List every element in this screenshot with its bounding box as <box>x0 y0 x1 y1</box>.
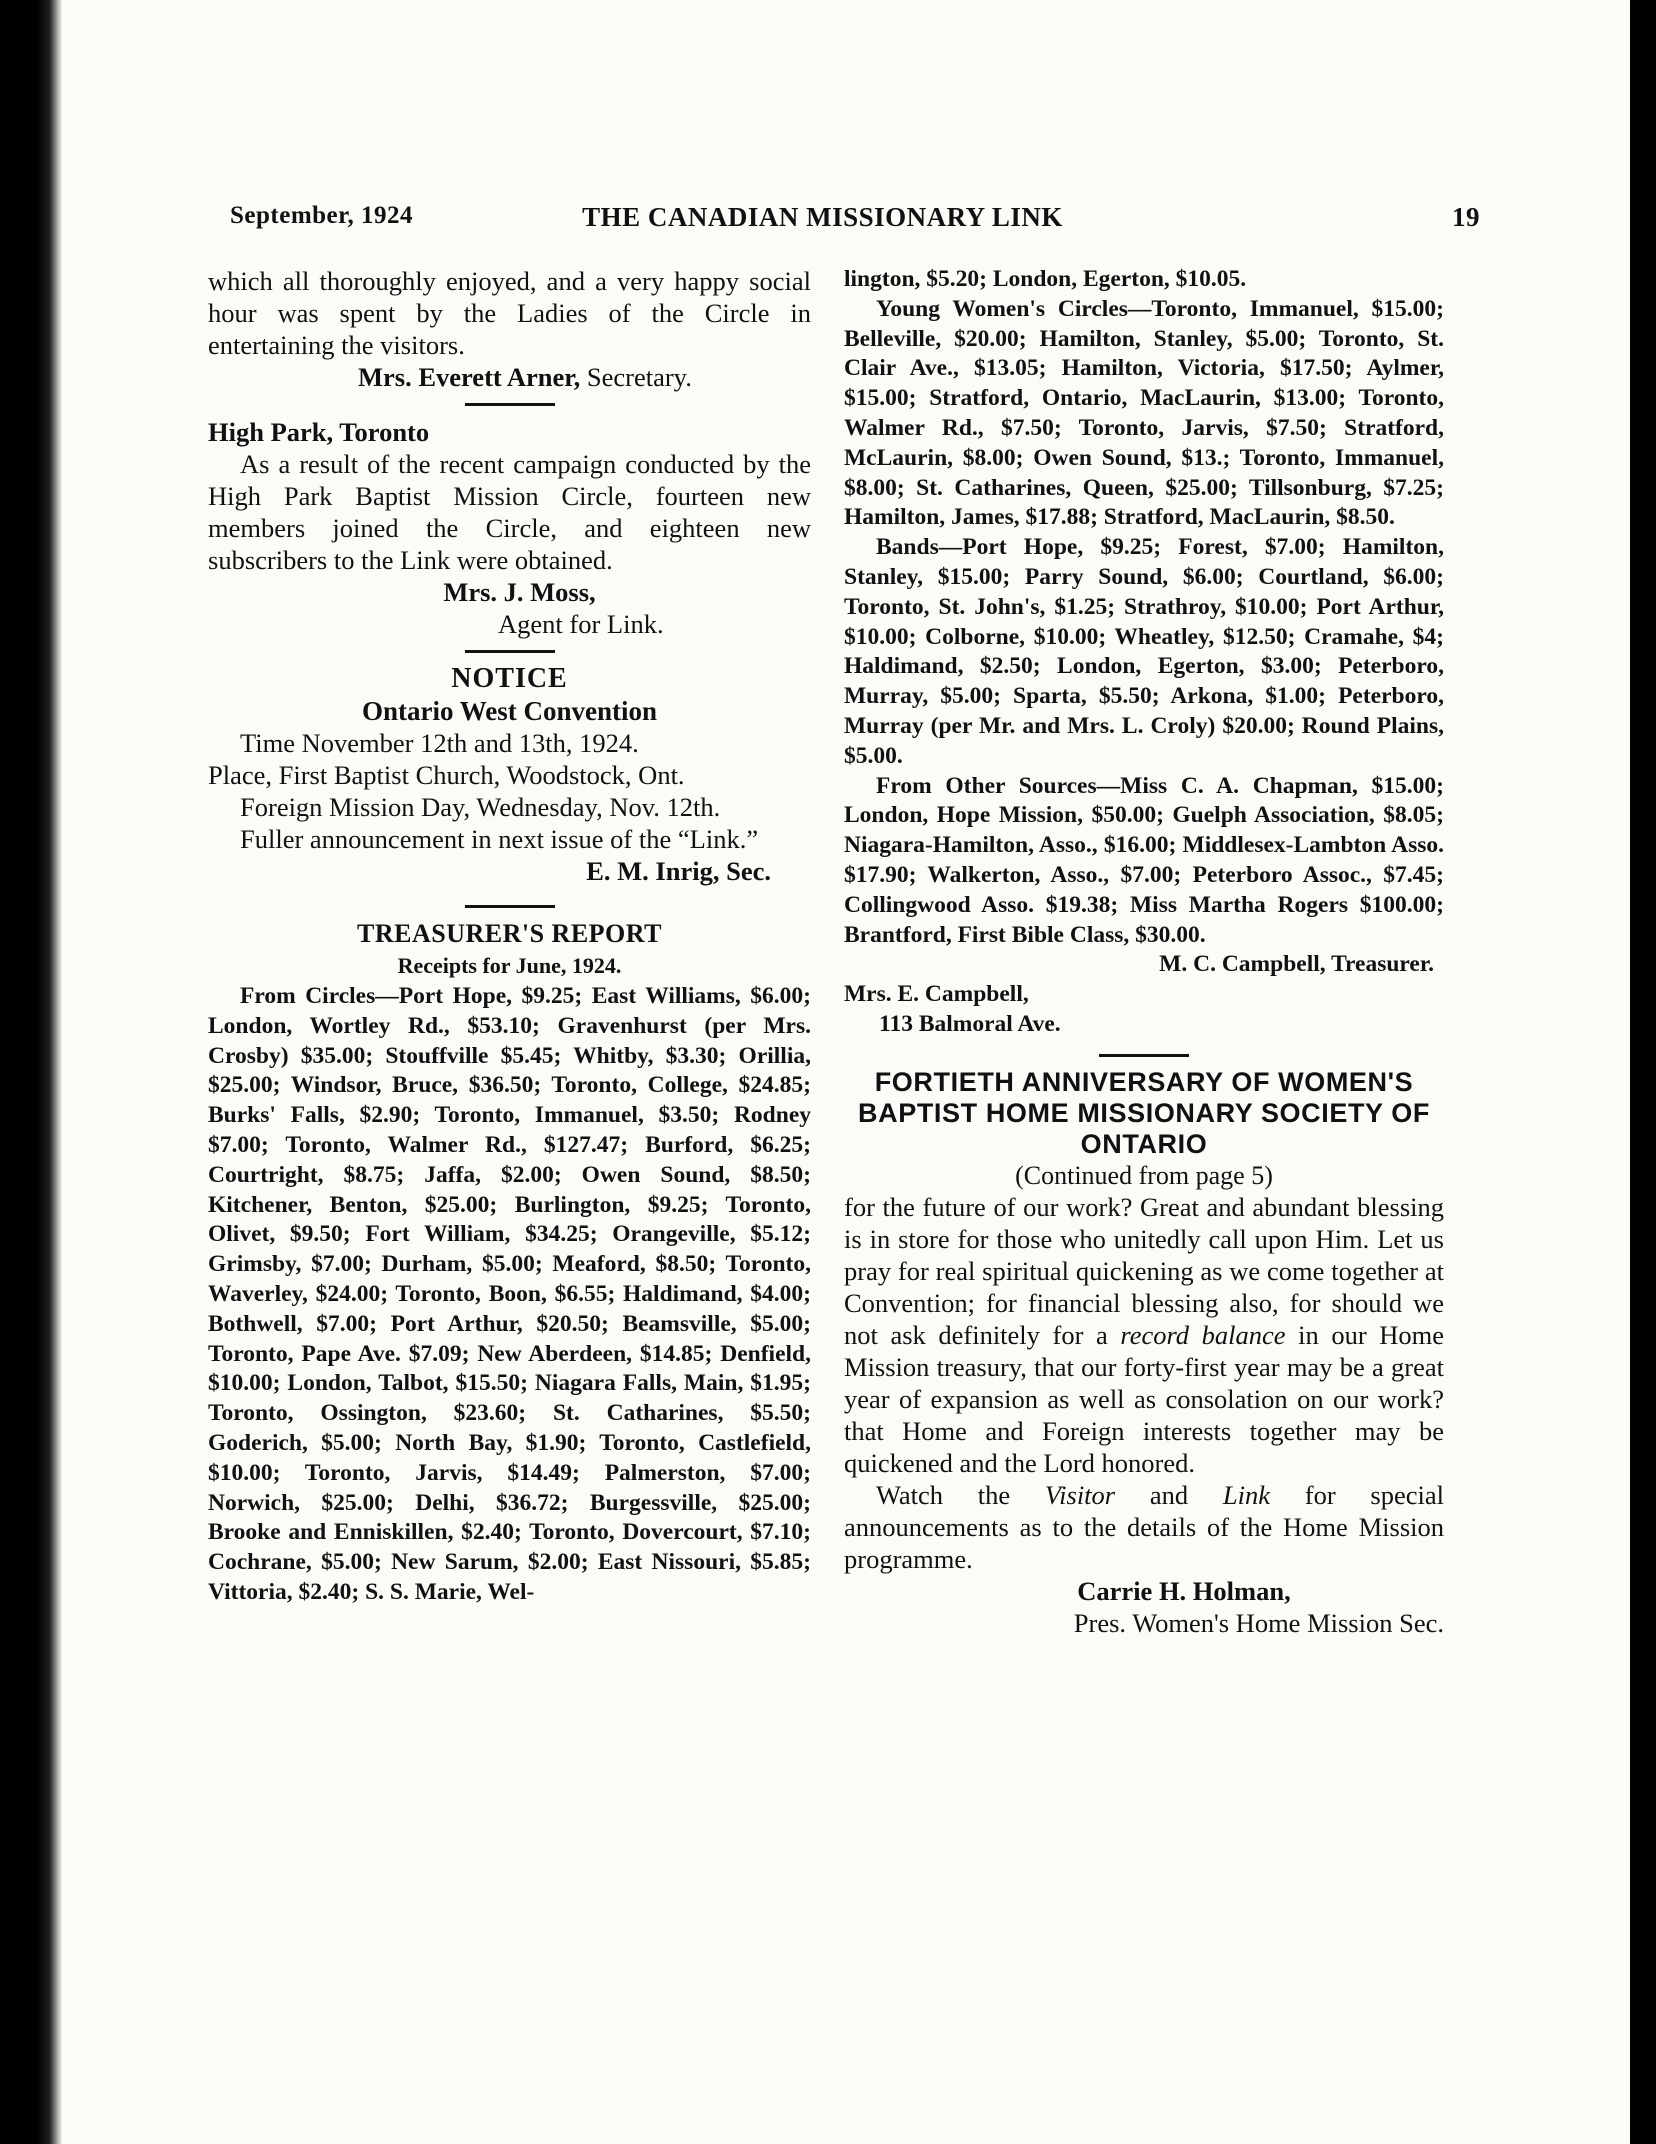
continued-text: lington, $5.20; London, Egerton, $10.05. <box>844 266 1247 292</box>
page-header <box>165 202 1480 242</box>
treasurer-signature: M. C. Campbell, Treasurer. <box>1159 951 1434 978</box>
intro-signature <box>208 361 811 393</box>
page-number: 19 <box>1452 202 1480 232</box>
notice-subtitle: Ontario West Convention <box>361 696 658 726</box>
young-text: —Toronto, Immanuel, $15.00; Belleville, $20.00; Hamilton, Stanley, $5.00; Toronto, St. Clair Ave., $13.05; Hamilton, Victoria, $17.50; Aylmer, $15.00; Stratford, Ontario, MacLaurin, $13.00; Toronto, Walmer Rd., $7.50; Toronto, Jarvis, $7.50; Stratford, McLaurin, $8.00; Owen Sound, $13.; Toronto, Immanuel, $8.00; St. Catharines, Queen, $25.00; Tillsonburg, $7.25; Hamilton, James, $17.88; Stratford, MacLaurin, $8.50. <box>844 295 1444 531</box>
watch-part-1: Watch the <box>876 1480 1045 1511</box>
young-womens-receipts <box>844 295 1444 533</box>
notice-place: Place, First Baptist Church, Woodstock, Ont. <box>208 760 685 790</box>
high-park-sig-role: Agent for Link. <box>498 609 664 639</box>
watch-paragraph <box>844 1479 1444 1575</box>
notice-time: Time November 12th and 13th, 1924. <box>240 728 639 758</box>
address-street: 113 Balmoral Ave. <box>879 1010 1061 1037</box>
visitor-emphasis: Visitor <box>1044 1480 1116 1511</box>
watch-part-3: for special announcements as to the details of the Home Mission programme. <box>844 1480 1444 1575</box>
scan-right-border <box>1630 0 1656 2144</box>
high-park-sig-name: Mrs. J. Moss, <box>443 577 596 607</box>
circles-label: From Circles <box>240 983 376 1009</box>
notice-foreign: Foreign Mission Day, Wednesday, Nov. 12th. <box>240 792 721 822</box>
closing-sig-name: Carrie H. Holman, <box>1077 1576 1291 1607</box>
circles-receipts <box>208 982 811 1608</box>
right-column <box>844 265 1444 1639</box>
header-title: THE CANADIAN MISSIONARY LINK <box>582 202 1063 232</box>
link-emphasis: Link <box>1222 1480 1271 1511</box>
young-label: Young Women's Circles <box>876 295 1128 322</box>
scan-left-border <box>0 0 62 2144</box>
report-continued <box>844 265 1444 1040</box>
divider <box>465 403 555 406</box>
notice-fuller: Fuller announcement in next issue of the “Link.” <box>240 824 759 854</box>
continued-from: (Continued from page 5) <box>1015 1160 1273 1190</box>
circles-text: —Port Hope, $9.25; East Williams, $6.00; London, Wortley Rd., $53.10; Gravenhurst (per Mrs. Crosby) $35.00; Stouffville $5.45; Whitby, $3.30; Orillia, $25.00; Windsor, Bruce, $36.50; Toronto, College, $24.85; Burks' Falls, $2.90; Toronto, Immanuel, $3.50; Rodney $7.00; Toronto, Walmer Rd., $127.47; Burford, $6.25; Courtright, $8.75; Jaffa, $2.00; Owen Sound, $8.50; Kitchener, Benton, $25.00; Burlington, $9.25; Toronto, Olivet, $9.50; Fort William, $34.25; Orangeville, $5.12; Grimsby, $7.00; Durham, $5.00; Meaford, $8.50; Toronto, Waverley, $24.00; Toronto, Boon, $6.55; Haldimand, $4.00; Bothwell, $7.00; Port Arthur, $20.50; Beamsville, $5.00; Toronto, Pape Ave. $7.09; New Aberdeen, $14.85; Denfield, $10.00; London, Talbot, $15.50; Niagara Falls, Main, $1.95; Toronto, Ossington, $23.60; St. Catharines, $5.50; Goderich, $5.00; North Bay, $1.90; Toronto, Castlefield, $10.00; Toronto, Jarvis, $14.49; Palmerston, $7.00; Norwich, $25.00; Delhi, $36.72; Burgessville, $25.00; Brooke and Enniskillen, $2.40; Toronto, Dovercourt, $7.10; Cochrane, $5.00; New Sarum, $2.00; East Nissouri, $5.85; Vittoria, $2.40; S. S. Marie, Wel- <box>208 983 811 1605</box>
treasurer-subtitle: Receipts for June, 1924. <box>397 953 622 978</box>
bands-label: Bands <box>876 534 939 561</box>
other-sources-receipts <box>844 772 1444 951</box>
notice-title: NOTICE <box>451 663 568 694</box>
other-label: From Other Sources <box>876 772 1097 799</box>
divider <box>1099 1054 1189 1057</box>
notice-signature: E. M. Inrig, Sec. <box>586 856 771 886</box>
bands-receipts <box>844 533 1444 771</box>
bands-text: —Port Hope, $9.25; Forest, $7.00; Hamilton, Stanley, $15.00; Parry Sound, $6.00; Courtland, $6.00; Toronto, St. John's, $1.25; Strathroy, $10.00; Port Arthur, $10.00; Colborne, $10.00; Wheatley, $12.50; Cramahe, $4; Haldimand, $2.50; London, Egerton, $3.00; Peterboro, Murray, $5.00; Sparta, $5.50; Arkona, $1.00; Peterboro, Murray (per Mr. and Mrs. L. Croly) $20.00; Round Plains, $5.00. <box>844 534 1444 769</box>
closing-sig-role: Pres. Women's Home Mission Sec. <box>1073 1608 1444 1639</box>
watch-part-2: and <box>1115 1480 1223 1511</box>
body-part-1: for the future of our work? Great and abundant blessing is in store for those who unitedly call upon Him. Let us pray for real spiritual quickening as we come together at Convention; for financial blessing also, for should we not ask definitely for a <box>844 1192 1444 1351</box>
intro-paragraph: which all thoroughly enjoyed, and a very happy social hour was spent by the Ladies of the Circle in entertaining the visitors. <box>208 266 811 360</box>
intro-sig-role: Secretary. <box>586 362 692 392</box>
divider <box>465 905 555 908</box>
address-name: Mrs. E. Campbell, <box>844 981 1029 1008</box>
high-park-heading: High Park, Toronto <box>208 417 430 447</box>
fortieth-anniversary-title: FORTIETH ANNIVERSARY OF WOMEN'S BAPTIST HOME MISSIONARY SOCIETY OF ONTARIO <box>858 1066 1430 1159</box>
fortieth-body <box>844 1191 1444 1479</box>
treasurer-title: TREASURER'S REPORT <box>357 919 662 948</box>
high-park-paragraph: As a result of the recent campaign conducted by the High Park Baptist Mission Circle, fourteen new members joined the Circle, and eighteen new subscribers to the Link were obtained. <box>208 449 811 575</box>
other-text: —Miss C. A. Chapman, $15.00; London, Hope Mission, $50.00; Guelph Association, $8.05; Niagara-Hamilton, Asso., $16.00; Middlesex-Lambton Asso. $17.90; Walkerton, Asso., $7.00; Peterboro Assoc., $7.45; Collingwood Asso. $19.38; Miss Martha Rogers $100.00; Brantford, First Bible Class, $30.00. <box>844 772 1444 948</box>
intro-sig-name: Mrs. Everett Arner, <box>358 362 581 392</box>
header-date: September, 1924 <box>230 202 413 229</box>
left-column <box>208 265 811 1608</box>
record-balance-emphasis: record balance <box>1120 1320 1286 1351</box>
divider <box>465 650 555 653</box>
body-part-2: in our Home Mission treasury, that our forty-first year may be a great year of expansion as well as consolation on our work? that Home and Foreign interests together may be quickened and the Lord honored. <box>844 1320 1445 1479</box>
